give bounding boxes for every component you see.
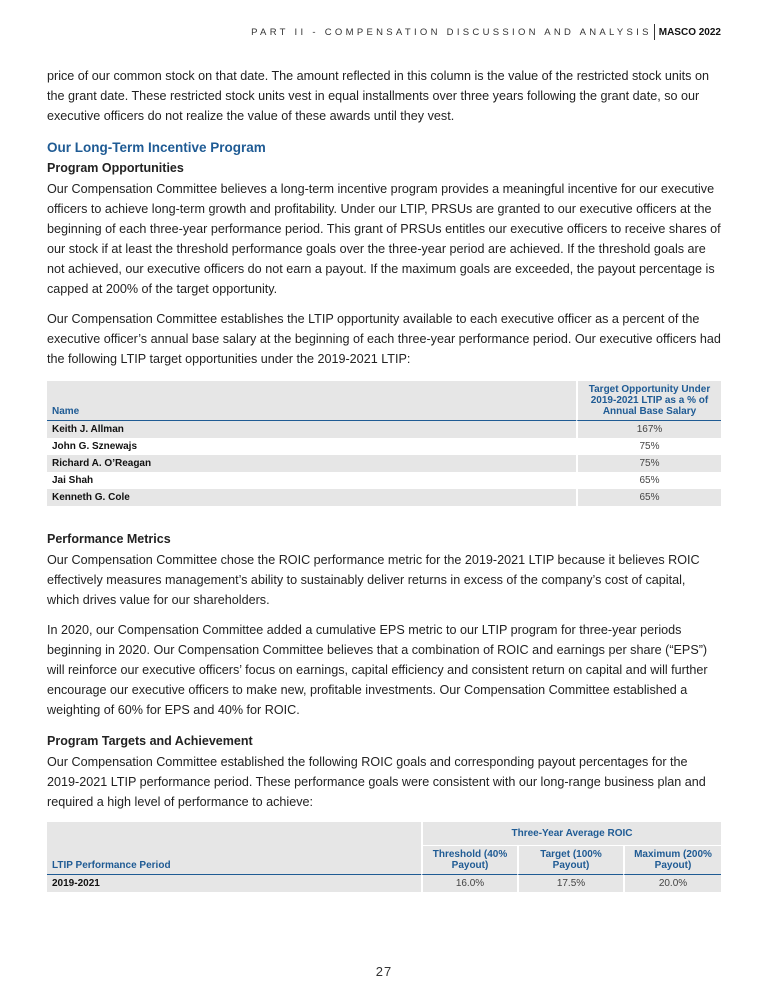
ltip-opportunity-table — [47, 381, 721, 506]
opportunities-paragraph-1: Our Compensation Committee believes a long-term incentive program provides a meaningful incentive for our executive officers to achieve long-term growth and profitability. Under our LTIP, PRSUs are granted to our executive officers at the beginning of each three-year performance period. This grant of PRSUs entitles our executive officers to receive shares of our stock if at least the threshold performance goals over the three-year period are achieved. If the threshold goals are not achieved, our executive officers do not earn a payout. If the maximum goals are exceeded, the payout percentage is capped at 200% of the target opportunity. — [47, 182, 721, 296]
table-row — [47, 455, 721, 472]
opportunities-heading: Program Opportunities — [47, 161, 184, 175]
col-target: Target (100% Payout) — [517, 846, 623, 875]
cell-value: 65% — [576, 489, 721, 506]
cell-name: John G. Sznewajs — [52, 441, 138, 452]
metrics-paragraph-1: Our Compensation Committee chose the ROIC performance metric for the 2019-2021 LTIP because it believes ROIC effectively measures management’s ability to sustainably deliver returns in excess of the company’s cost of capital, which drives value for our shareholders. — [47, 553, 700, 607]
col-target-opportunity: Target Opportunity Under 2019-2021 LTIP as a % of Annual Base Salary — [576, 381, 721, 421]
opportunities-paragraph-2: Our Compensation Committee establishes the LTIP opportunity available to each executive officer as a percent of the executive officer’s annual base salary at the beginning of each three-year performance period. Our executive officers had the following LTIP target opportunities under the 2019-2021 LTIP: — [47, 312, 721, 366]
table-row — [47, 875, 721, 892]
group-header: Three-Year Average ROIC — [421, 822, 721, 846]
metrics-heading: Performance Metrics — [47, 532, 171, 546]
cell-name: Keith J. Allman — [47, 421, 576, 438]
page-header — [251, 24, 721, 40]
col-period: LTIP Performance Period — [47, 822, 421, 875]
cell-period: 2019-2021 — [47, 875, 421, 892]
cell-value: 75% — [576, 438, 721, 455]
cell-target: 17.5% — [517, 875, 623, 892]
table-row — [47, 421, 721, 438]
cell-name: Kenneth G. Cole — [47, 489, 576, 506]
col-maximum: Maximum (200% Payout) — [623, 846, 721, 875]
header-divider — [654, 24, 655, 40]
cell-name: Richard A. O’Reagan — [47, 455, 576, 472]
intro-paragraph: price of our common stock on that date. The amount reflected in this column is the value of the restricted stock units on the grant date. These restricted stock units vest in equal installments over three years following the grant date, so our executive officers do not realize the value of these awards until they vest. — [47, 69, 709, 123]
cell-value: 65% — [576, 472, 721, 489]
cell-maximum: 20.0% — [623, 875, 721, 892]
targets-paragraph: Our Compensation Committee established the following ROIC goals and corresponding payout percentages for the 2019-2021 LTIP performance period. These performance goals were consistent with our long-range business plan and required a high level of performance to achieve: — [47, 755, 706, 809]
table-row — [47, 472, 721, 489]
page-content — [47, 66, 721, 918]
cell-threshold: 16.0% — [421, 875, 517, 892]
cell-value: 75% — [576, 455, 721, 472]
brand-label: MASCO 2022 — [658, 26, 721, 38]
section-title: PART II - COMPENSATION DISCUSSION AND ANALYSIS — [251, 26, 652, 38]
page-number: 27 — [375, 964, 393, 979]
table-row — [47, 489, 721, 506]
table-row — [47, 438, 721, 455]
cell-value: 167% — [576, 421, 721, 438]
metrics-paragraph-2: In 2020, our Compensation Committee added a cumulative EPS metric to our LTIP program for three-year periods beginning in 2020. Our Compensation Committee believes that a combination of ROIC and earnings per share (“EPS”) will reinforce our executive officers’ focus on earnings, capital efficiency and consistent return on capital and will further encourage our executive officers to make new, profitable investments. Our Compensation Committee established a weighting of 60% for EPS and 40% for ROIC. — [47, 623, 708, 717]
cell-name: Jai Shah — [52, 475, 94, 486]
col-name: Name — [47, 381, 576, 421]
targets-heading: Program Targets and Achievement — [47, 734, 253, 748]
ltip-heading: Our Long-Term Incentive Program — [47, 140, 266, 155]
col-threshold: Threshold (40% Payout) — [421, 846, 517, 875]
roic-goals-table — [47, 822, 721, 892]
